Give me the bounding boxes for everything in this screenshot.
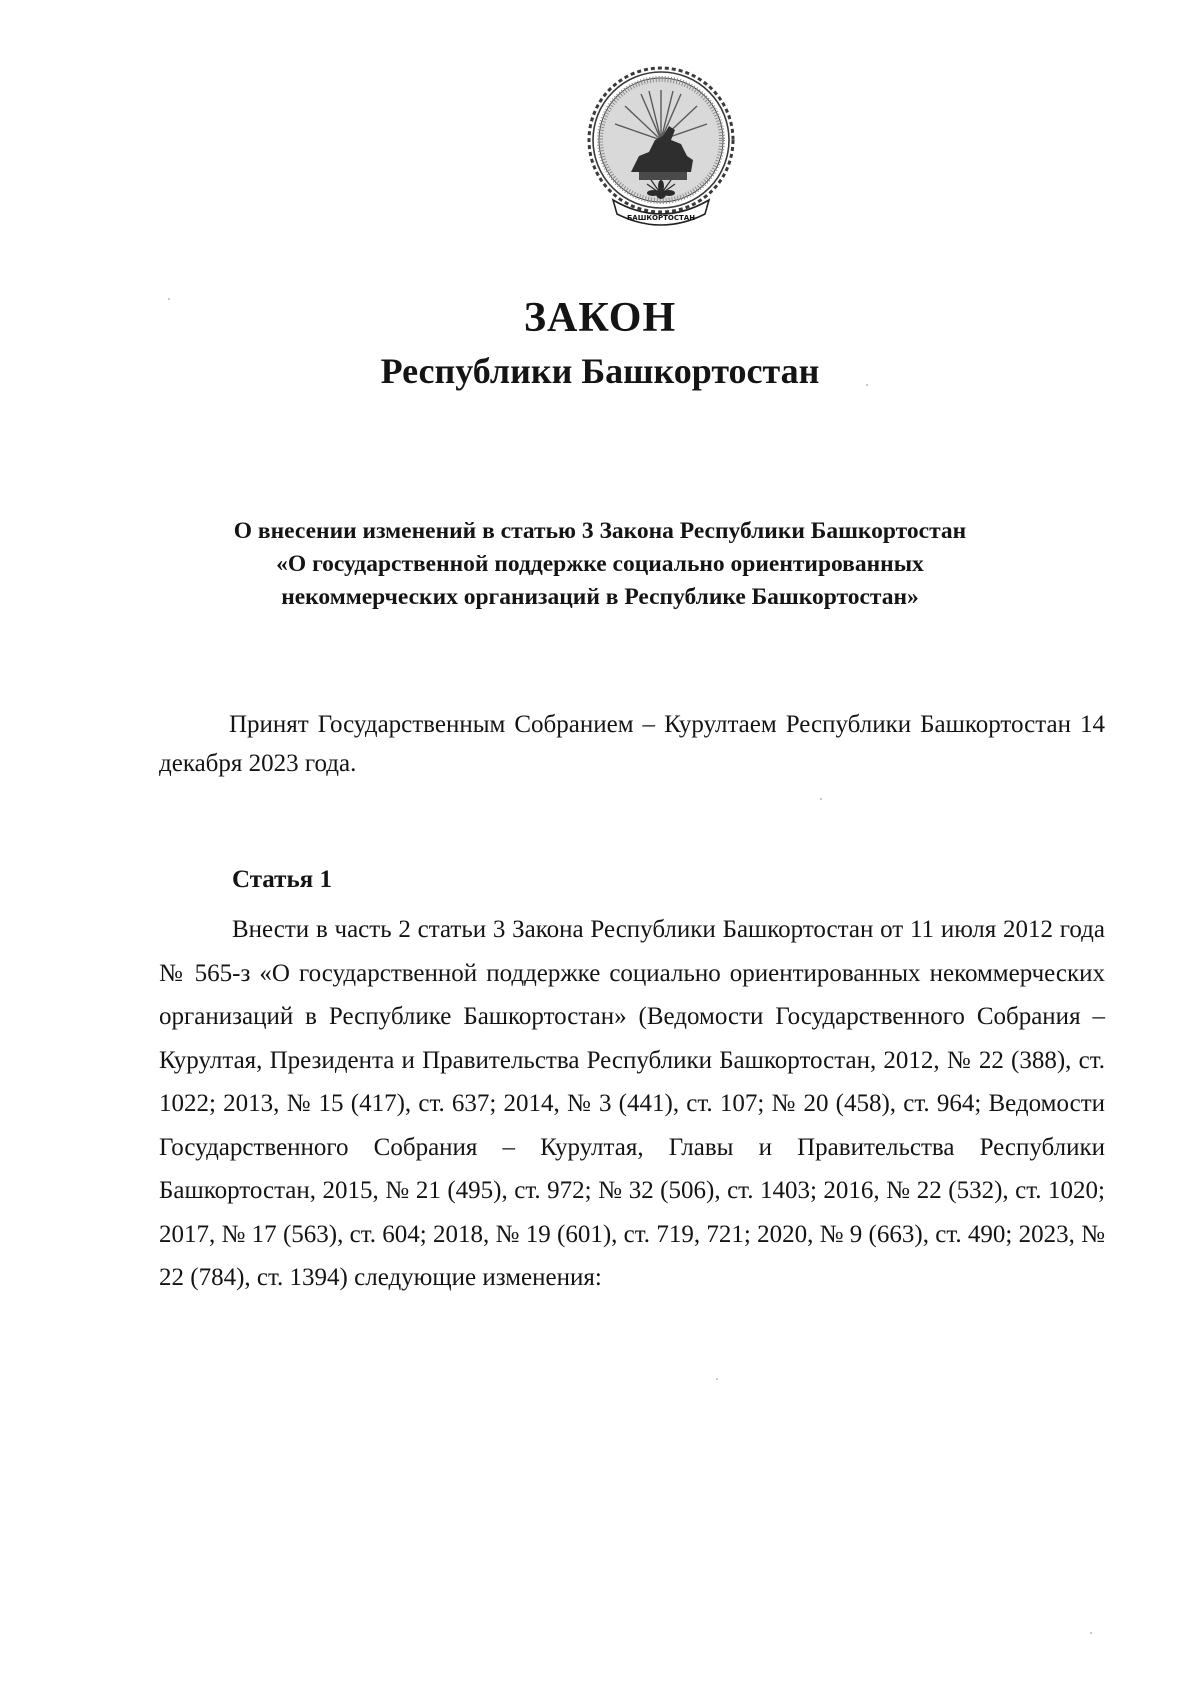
adoption-paragraph: Принят Государственным Собранием – Курултаем Республики Башкортостан 14 декабря 2023 года. (159, 711, 1105, 777)
scan-speck (716, 1378, 718, 1380)
article-heading: Статья 1 (232, 866, 332, 893)
article-paragraph: Внести в часть 2 статьи 3 Закона Республики Башкортостан от 11 июля 2012 года № 565-з «О государственной поддержке социально ориентированных некоммерческих организаций в Республике Башкортостан» (Ведомости Государственного Собрания – Курултая, Президента и Правительства Республики Башкортостан, 2012, № 22 (388), ст. 1022; 2013, № 15 (417), ст. 637; 2014, № 3 (441), ст. 107; № 20 (458), ст. 964; Ведомости Государственного Собрания – Курултая, Главы и Правительства Республики Башкортостан, 2015, № 21 (495), ст. 972; № 32 (506), ст. 1403; 2016, № 22 (532), ст. 1020; 2017, № 17 (563), ст. 604; 2018, № 19 (601), ст. 719, 721; 2020, № 9 (663), ст. 490; 2023, № 22 (784), ст. 1394) следующие изменения: (159, 916, 1105, 1291)
bashkortostan-coat-of-arms-icon (579, 60, 743, 238)
scan-speck (866, 384, 868, 386)
law-subject-line: «О государственной поддержке социально ориентированных (276, 551, 924, 577)
emblem-ribbon-text: БАШКОРТОСТАН (626, 214, 696, 222)
document-title: ЗАКОН (523, 295, 677, 341)
scan-speck (168, 298, 170, 300)
law-subject (120, 515, 1080, 614)
document-subtitle: Республики Башкортостан (380, 351, 820, 391)
law-subject-line: некоммерческих организаций в Республике Башкортостан» (281, 584, 919, 610)
law-subject-line: О внесении изменений в статью 3 Закона Республики Башкортостан (233, 518, 967, 544)
scan-speck (820, 798, 822, 800)
scan-speck (1090, 1632, 1092, 1634)
